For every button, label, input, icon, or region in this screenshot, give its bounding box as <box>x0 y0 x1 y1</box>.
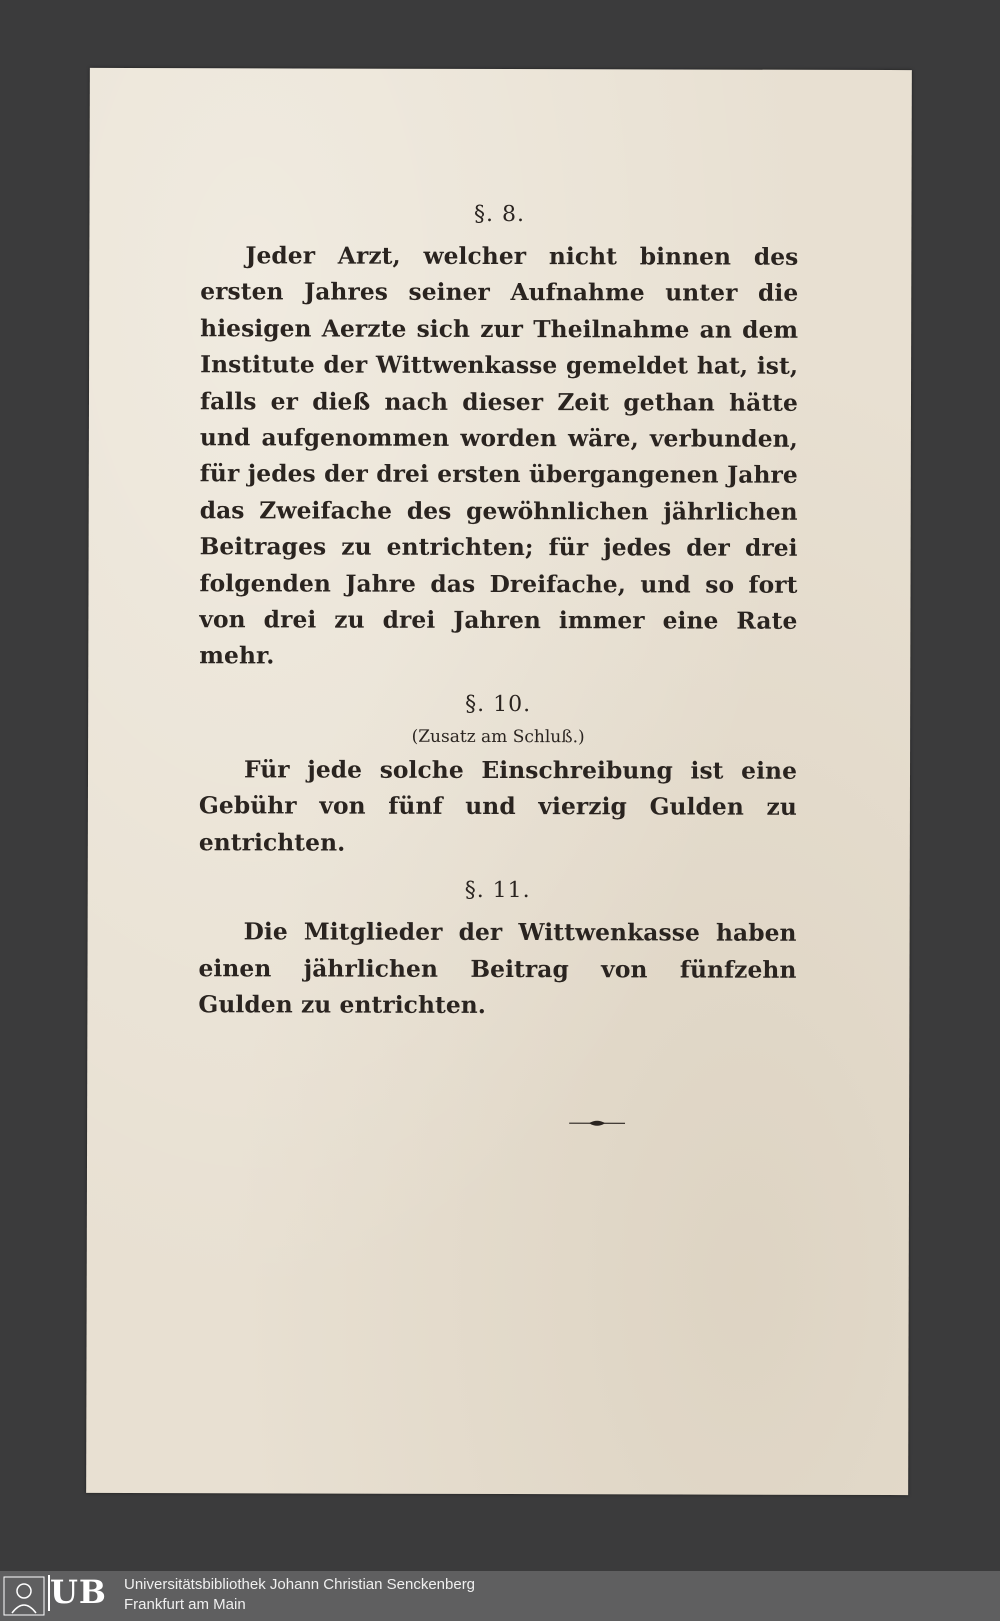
logo-text: UB <box>50 1573 107 1611</box>
section-10-paragraph: Für jede solche Einschreibung ist eine Gebühr von fünf und vierzig Gulden zu entrichten. <box>198 756 798 857</box>
section-11-heading: §. 11. <box>464 878 531 904</box>
scanned-page <box>86 68 912 1495</box>
ornament-divider-icon <box>569 1118 625 1128</box>
section-10-heading: §. 10. <box>465 691 532 717</box>
section-8-heading: §. 8. <box>473 201 526 228</box>
page-content <box>198 201 798 1025</box>
section-8-paragraph: Jeder Arzt, welcher nicht binnen des ersten Jahres seiner Aufnahme unter die hiesigen Aerzte sich zur Theilnahme an dem Institute der Wittwenkasse gemeldet hat, ist, falls er dieß nach dieser Zeit gethan hätte und aufgenommen worden wäre, verbunden, für jedes der drei ersten übergangenen Jahre das Zweifache des gewöhnlichen jährlichen Beitrages zu entrichten; für jedes der drei folgenden Jahre das Dreifache, und so fort von drei zu drei Jahren immer eine Rate mehr. <box>199 242 799 670</box>
institution-city: Frankfurt am Main <box>124 1596 246 1613</box>
section-10-note: (Zusatz am Schluß.) <box>411 726 585 748</box>
library-footer <box>0 1571 1000 1621</box>
institution-name: Universitätsbibliothek Johann Christian Senckenberg <box>124 1576 476 1593</box>
section-11-paragraph: Die Mitglieder der Wittwenkasse haben einen jährlichen Beitrag von fünfzehn Gulden zu entrichten. <box>198 918 797 1019</box>
